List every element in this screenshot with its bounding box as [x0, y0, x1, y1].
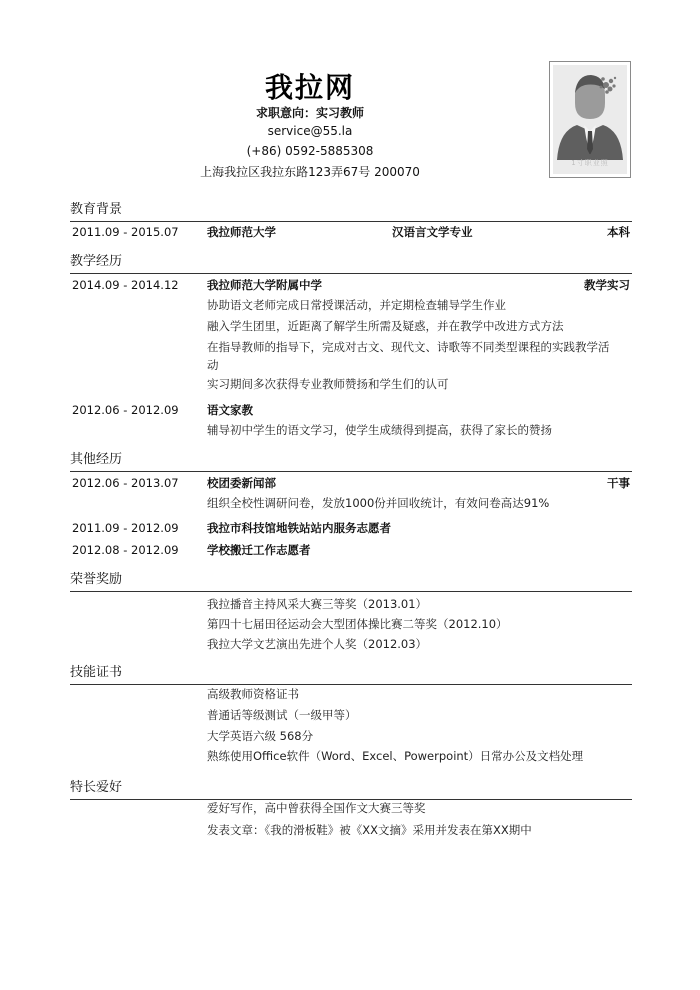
section-title: 荣誉奖励	[70, 572, 123, 587]
education-degree: 本科	[607, 225, 630, 239]
section-title: 教学经历	[70, 254, 123, 269]
honor-item: 我拉播音主持风采大赛三等奖（2013.01）	[207, 597, 428, 611]
other-org: 校团委新闻部	[207, 476, 276, 490]
other-date: 2012.06 - 2013.07	[72, 476, 179, 490]
teaching-detail: 辅导初中学生的语文学习，使学生成绩得到提高，获得了家长的赞扬	[207, 423, 552, 437]
email: service@55.la	[267, 124, 353, 138]
photo-caption: 1寸职业照	[571, 159, 609, 167]
photo-placeholder	[553, 65, 627, 174]
other-detail: 组织全校性调研问卷，发放1000份并回收统计，有效问卷高达91%	[207, 496, 550, 510]
job-objective: 求职意向：实习教师	[255, 106, 364, 120]
other-row	[70, 518, 632, 538]
education-row	[70, 222, 632, 242]
teaching-row	[70, 400, 632, 420]
other-role: 干事	[607, 476, 630, 490]
honor-item: 第四十七届田径运动会大型团体操比赛二等奖（2012.10）	[207, 617, 508, 631]
teaching-role: 教学实习	[584, 278, 630, 292]
other-date: 2011.09 - 2012.09	[72, 521, 179, 535]
other-row	[70, 473, 632, 493]
section-title: 技能证书	[70, 665, 123, 680]
teaching-org: 语文家教	[207, 403, 253, 417]
section-hobbies	[70, 779, 632, 837]
honor-item: 我拉大学文艺演出先进个人奖（2012.03）	[207, 637, 428, 651]
section-divider	[70, 273, 632, 274]
skill-item: 高级教师资格证书	[207, 687, 299, 701]
section-education	[70, 201, 632, 239]
skill-item: 普通话等级测试（一级甲等）	[207, 708, 357, 722]
teaching-org: 我拉师范大学附属中学	[207, 278, 322, 292]
candidate-name: 我拉网	[264, 71, 355, 104]
section-teaching	[70, 253, 632, 437]
education-school: 我拉师范大学	[207, 225, 276, 239]
phone: (+86) 0592-5885308	[246, 144, 374, 158]
other-date: 2012.08 - 2012.09	[72, 543, 179, 557]
address: 上海我拉区我拉东路123弄67号 200070	[200, 165, 420, 179]
teaching-detail: 动	[207, 358, 219, 372]
education-date: 2011.09 - 2015.07	[72, 225, 179, 239]
teaching-date: 2014.09 - 2014.12	[72, 278, 179, 292]
teaching-detail: 融入学生团里，近距离了解学生所需及疑惑，并在教学中改进方式方法	[207, 319, 564, 333]
teaching-date: 2012.06 - 2012.09	[72, 403, 179, 417]
teaching-detail: 实习期间多次获得专业教师赞扬和学生们的认可	[207, 377, 449, 391]
photo-frame	[549, 61, 631, 178]
education-major: 汉语言文学专业	[392, 225, 473, 239]
teaching-detail: 在指导教师的指导下，完成对古文、现代文、诗歌等不同类型课程的实践教学活	[207, 340, 610, 354]
section-title: 其他经历	[70, 452, 123, 467]
section-honors	[70, 571, 632, 651]
section-divider	[70, 471, 632, 472]
hobby-item: 爱好写作，高中曾获得全国作文大赛三等奖	[207, 801, 426, 815]
section-other	[70, 451, 632, 557]
skill-item: 大学英语六级 568分	[207, 729, 314, 743]
teaching-detail: 协助语文老师完成日常授课活动，并定期检查辅导学生作业	[207, 298, 506, 312]
section-title: 教育背景	[70, 202, 123, 217]
resume-header	[0, 0, 700, 200]
section-divider	[70, 591, 632, 592]
other-org: 我拉市科技馆地铁站站内服务志愿者	[207, 521, 391, 535]
teaching-row	[70, 275, 632, 295]
section-title: 特长爱好	[70, 780, 123, 795]
skill-item: 熟练使用Office软件（Word、Excel、Powerpoint）日常办公及文档处理	[207, 749, 584, 763]
hobby-item: 发表文章：《我的滑板鞋》被《XX文摘》采用并发表在第XX期中	[207, 823, 532, 837]
other-row	[70, 540, 632, 560]
other-org: 学校搬迁工作志愿者	[207, 543, 311, 557]
section-skills	[70, 664, 632, 763]
